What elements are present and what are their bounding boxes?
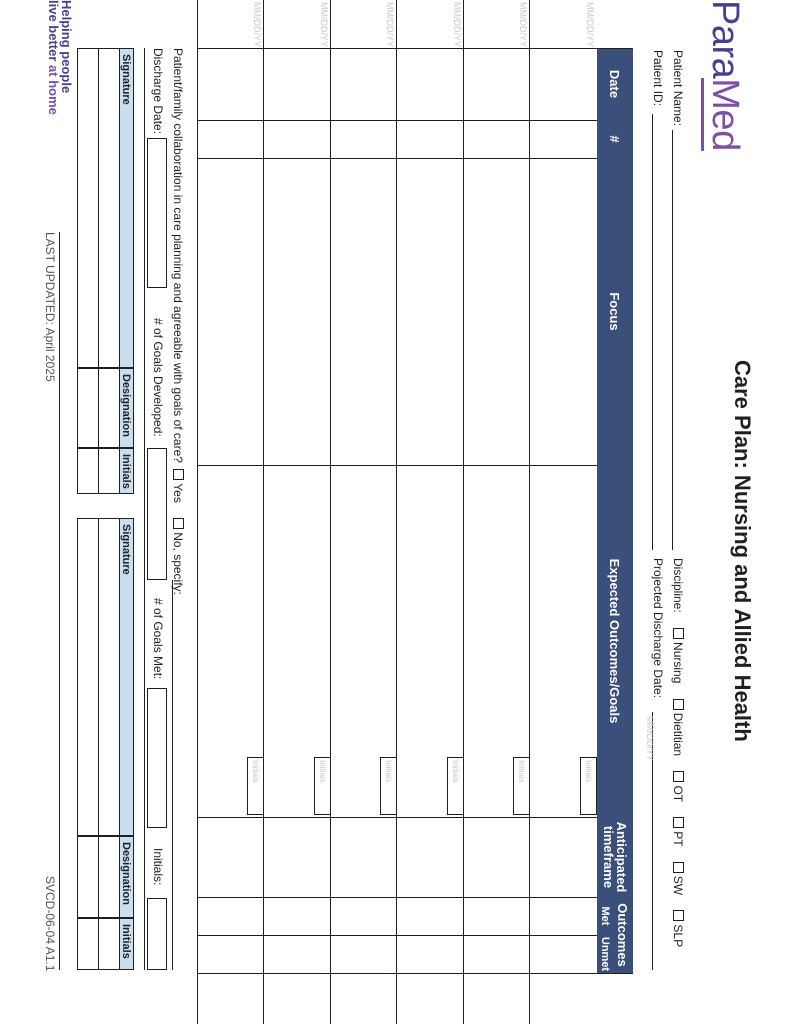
column-divider bbox=[198, 465, 597, 466]
discipline-group bbox=[671, 558, 685, 947]
sig1-signature-header: Signature bbox=[119, 48, 134, 368]
column-divider bbox=[198, 817, 597, 818]
date-placeholder: MM/DD/YY bbox=[385, 2, 396, 47]
no-label: No, specify: bbox=[171, 532, 185, 595]
goals-developed-field[interactable] bbox=[147, 448, 167, 580]
collaboration-row bbox=[171, 48, 185, 595]
timeframe-line2: timeframe bbox=[601, 825, 616, 889]
sig1-initials-cell-2[interactable] bbox=[77, 448, 99, 494]
header-date: Date bbox=[597, 48, 633, 120]
header-outcomes: Outcomes bbox=[613, 897, 633, 973]
option-dietitian: Dietitian bbox=[671, 712, 685, 757]
projected-discharge-label: Projected Discharge Date: bbox=[651, 558, 665, 699]
discharge-date-field[interactable] bbox=[147, 138, 167, 288]
goals-met-label: # of Goals Met: bbox=[151, 598, 165, 680]
header-focus: Focus bbox=[597, 158, 633, 465]
column-divider bbox=[198, 897, 597, 898]
tagline-line2a: live better bbox=[46, 0, 61, 66]
sig2-signature-cell-1[interactable] bbox=[98, 518, 120, 836]
option-nursing: Nursing bbox=[671, 642, 685, 684]
care-plan-row[interactable] bbox=[463, 0, 531, 1024]
divider bbox=[144, 48, 145, 970]
form-code: SVCD-06-04 A1.1 bbox=[43, 876, 57, 972]
discipline-label: Discipline: bbox=[671, 558, 685, 613]
sig2-designation-cell-2[interactable] bbox=[77, 836, 99, 918]
brand-tagline bbox=[47, 0, 73, 115]
date-placeholder: MM/DD/YY bbox=[452, 2, 462, 47]
option-ot: OT bbox=[671, 785, 685, 802]
checkbox-sw[interactable] bbox=[673, 862, 684, 873]
sig2-initials-cell-1[interactable] bbox=[98, 918, 120, 970]
footer-rule bbox=[59, 232, 60, 970]
initials-box[interactable]: Initials bbox=[248, 757, 265, 815]
checkbox-yes[interactable] bbox=[173, 469, 184, 480]
option-sw: SW bbox=[671, 875, 685, 896]
no-specify-field[interactable] bbox=[172, 580, 173, 970]
checkbox-dietitian[interactable] bbox=[673, 699, 684, 710]
sig1-designation-cell-1[interactable] bbox=[98, 368, 120, 448]
care-plan-row[interactable] bbox=[197, 0, 265, 1024]
initials-box[interactable]: Initials bbox=[580, 757, 597, 815]
header-timeframe bbox=[597, 817, 633, 897]
sig1-designation-header: Designation bbox=[119, 368, 134, 448]
initials-box[interactable]: Initials bbox=[314, 757, 331, 815]
goals-met-field[interactable] bbox=[147, 688, 167, 828]
tagline-line1: Helping people bbox=[59, 0, 74, 94]
sig2-signature-cell-2[interactable] bbox=[77, 518, 99, 836]
projected-discharge-placeholder: MM/DD/YY bbox=[645, 716, 655, 761]
header-number: # bbox=[597, 120, 633, 158]
page-title: Care Plan: Nursing and Allied Health bbox=[730, 360, 755, 742]
initials-box[interactable]: Initials bbox=[447, 757, 464, 815]
sig2-designation-cell-1[interactable] bbox=[98, 836, 120, 918]
patient-id-field[interactable] bbox=[652, 114, 653, 550]
goals-developed-label: # of Goals Developed: bbox=[151, 318, 165, 437]
sig1-initials-cell-1[interactable] bbox=[98, 448, 120, 494]
tagline-line2b: at home bbox=[46, 65, 61, 115]
sig2-designation-header: Designation bbox=[119, 836, 134, 918]
sig1-initials-header: Initials bbox=[119, 448, 134, 494]
option-slp: SLP bbox=[671, 924, 685, 948]
column-divider bbox=[198, 158, 597, 159]
patient-name-field[interactable] bbox=[672, 130, 673, 550]
care-plan-row[interactable] bbox=[530, 0, 598, 1024]
date-placeholder: MM/DD/YY bbox=[585, 2, 595, 47]
checkbox-nursing[interactable] bbox=[673, 628, 684, 639]
initials-label: Initials: bbox=[151, 848, 165, 886]
sig2-initials-cell-2[interactable] bbox=[77, 918, 99, 970]
sig2-signature-header: Signature bbox=[119, 518, 134, 836]
sig1-signature-cell-1[interactable] bbox=[98, 48, 120, 368]
care-plan-row[interactable] bbox=[330, 0, 398, 1024]
timeframe-line1: Anticipated bbox=[614, 821, 629, 893]
paramed-logo bbox=[705, 0, 745, 151]
date-placeholder: MM/DD/YY bbox=[252, 2, 263, 47]
logo-part1: Para bbox=[704, 0, 746, 79]
option-pt: PT bbox=[671, 831, 685, 847]
care-plan-row[interactable] bbox=[397, 0, 465, 1024]
date-placeholder: MM/DD/YY bbox=[319, 2, 329, 47]
column-divider bbox=[198, 48, 633, 49]
last-updated: LAST UPDATED: April 2025 bbox=[43, 232, 57, 382]
column-divider bbox=[198, 973, 633, 974]
sig1-signature-cell-2[interactable] bbox=[77, 48, 99, 368]
checkbox-ot[interactable] bbox=[673, 771, 684, 782]
projected-discharge-field[interactable] bbox=[645, 712, 655, 970]
patient-id-label: Patient ID: bbox=[651, 50, 665, 107]
header-unmet: Unmet bbox=[597, 935, 613, 973]
collaboration-question: Patient/family collaboration in care planning and agreeable with goals of care? bbox=[171, 48, 185, 463]
yes-label: Yes bbox=[171, 483, 185, 503]
logo-part2: Med bbox=[701, 78, 746, 150]
header-met: Met bbox=[597, 897, 613, 935]
sig1-designation-cell-2[interactable] bbox=[77, 368, 99, 448]
column-divider bbox=[198, 120, 597, 121]
date-placeholder: MM/DD/YY bbox=[518, 2, 529, 47]
discharge-date-label: Discharge Date: bbox=[151, 48, 165, 135]
care-plan-row[interactable] bbox=[264, 0, 332, 1024]
column-divider bbox=[198, 935, 597, 936]
checkbox-no[interactable] bbox=[173, 518, 184, 529]
sig2-initials-header: Initials bbox=[119, 918, 134, 970]
initials-box[interactable]: Initials bbox=[381, 757, 398, 815]
initials-box[interactable]: Initials bbox=[514, 757, 531, 815]
discharge-initials-field[interactable] bbox=[147, 898, 167, 970]
patient-name-label: Patient Name: bbox=[671, 50, 685, 127]
checkbox-pt[interactable] bbox=[673, 817, 684, 828]
checkbox-slp[interactable] bbox=[673, 910, 684, 921]
header-expected-outcomes: Expected Outcomes/Goals bbox=[597, 465, 633, 817]
